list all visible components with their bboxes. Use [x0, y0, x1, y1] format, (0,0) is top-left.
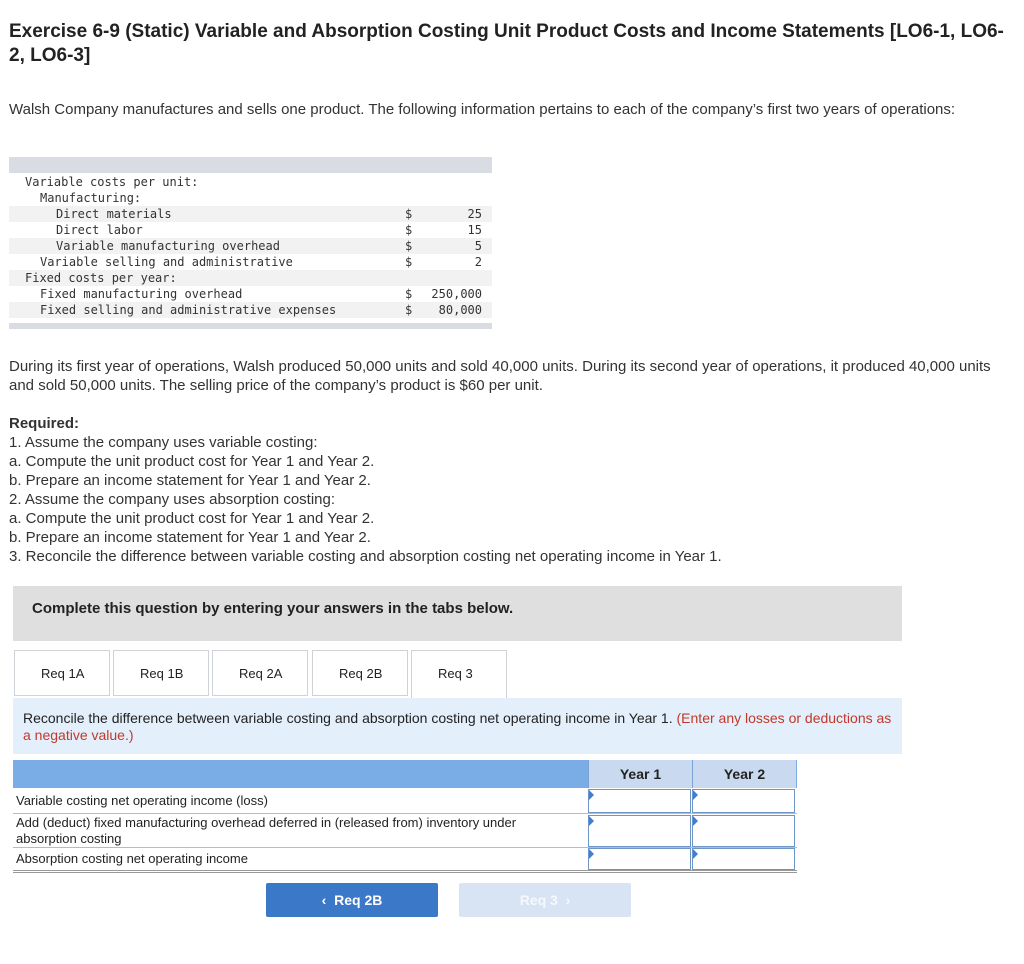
tab-req-1a[interactable]: Req 1A	[14, 650, 110, 696]
cost-row: Manufacturing:	[40, 191, 142, 205]
tab-req-1b[interactable]: Req 1B	[113, 650, 209, 696]
banner-text: Complete this question by entering your answers in the tabs below.	[32, 600, 514, 617]
table-row	[13, 788, 797, 814]
year2-variable-income-input[interactable]	[692, 789, 795, 813]
cost-row: Fixed manufacturing overhead $ 250,000	[40, 287, 482, 301]
header-year-1: Year 1	[588, 760, 692, 788]
cost-row: Fixed costs per year:	[9, 270, 492, 286]
instruction-panel	[13, 698, 902, 754]
year1-absorption-income-input[interactable]	[588, 848, 691, 870]
year2-absorption-income-input[interactable]	[692, 848, 795, 870]
required-line: 3. Reconcile the difference between variable costing and absorption costing net operating income in Year 1.	[9, 548, 722, 565]
chevron-left-icon: ‹	[321, 892, 335, 908]
required-heading: Required:	[9, 415, 80, 432]
row-label: Absorption costing net operating income	[16, 851, 248, 866]
scenario-text: During its first year of operations, Walsh produced 50,000 units and sold 40,000 units. During its second year of operations, it produced 40,000 units and sold 50,000 units. The selling price of the company’s product is $60 per unit.	[9, 358, 991, 394]
chevron-right-icon: ›	[557, 892, 571, 908]
required-line: 2. Assume the company uses absorption costing:	[9, 491, 336, 508]
tab-req-2a[interactable]: Req 2A	[212, 650, 308, 696]
header-year-2: Year 2	[692, 760, 796, 788]
page-title: Exercise 6-9 (Static) Variable and Absorption Costing Unit Product Costs and Income Statements [LO6-1, LO6-2, LO6-3]	[9, 21, 1004, 66]
cost-row: Variable manufacturing overhead $ 5	[9, 238, 492, 254]
instruction-note: (Enter any losses or deductions as a negative value.)	[23, 710, 892, 743]
required-line: a. Compute the unit product cost for Year 1 and Year 2.	[9, 510, 375, 527]
required-section	[9, 414, 999, 566]
cost-row: Fixed selling and administrative expenses $ 80,000	[9, 302, 492, 318]
prev-button[interactable]: ‹ Req 2B	[266, 883, 438, 917]
cost-row: Direct materials $ 25	[9, 206, 492, 222]
row-label: Add (deduct) fixed manufacturing overhead deferred in (released from) inventory under absorption costing	[16, 815, 517, 846]
row-label: Variable costing net operating income (loss)	[16, 793, 268, 808]
cost-table	[9, 157, 492, 330]
required-line: 1. Assume the company uses variable costing:	[9, 434, 318, 451]
cost-row: Direct labor $ 15	[56, 223, 482, 237]
year1-variable-income-input[interactable]	[588, 789, 691, 813]
tab-req-3[interactable]: Req 3	[411, 650, 507, 699]
tab-req-2b[interactable]: Req 2B	[312, 650, 408, 696]
required-line: b. Prepare an income statement for Year 1 and Year 2.	[9, 472, 371, 489]
cost-table-footer-bar	[9, 323, 492, 329]
required-line: a. Compute the unit product cost for Year 1 and Year 2.	[9, 453, 375, 470]
cost-row: Variable costs per unit:	[25, 175, 199, 189]
table-row	[13, 814, 797, 848]
next-button: Req 3 ›	[459, 883, 631, 917]
instructions-banner	[13, 586, 902, 641]
intro-text: Walsh Company manufactures and sells one product. The following information pertains to each of the company’s first two years of operations:	[9, 101, 956, 118]
reconcile-table-header	[13, 760, 797, 788]
instruction-text: Reconcile the difference between variable costing and absorption costing net operating income in Year 1. (Enter any losses or deductions as a negative value.)	[23, 710, 892, 743]
required-line: b. Prepare an income statement for Year 1 and Year 2.	[9, 529, 371, 546]
year2-overhead-deferred-input[interactable]	[692, 815, 795, 847]
table-row	[13, 848, 797, 873]
year1-overhead-deferred-input[interactable]	[588, 815, 691, 847]
cost-row: Variable selling and administrative $ 2	[40, 255, 482, 269]
cost-table-header-bar	[9, 157, 492, 173]
